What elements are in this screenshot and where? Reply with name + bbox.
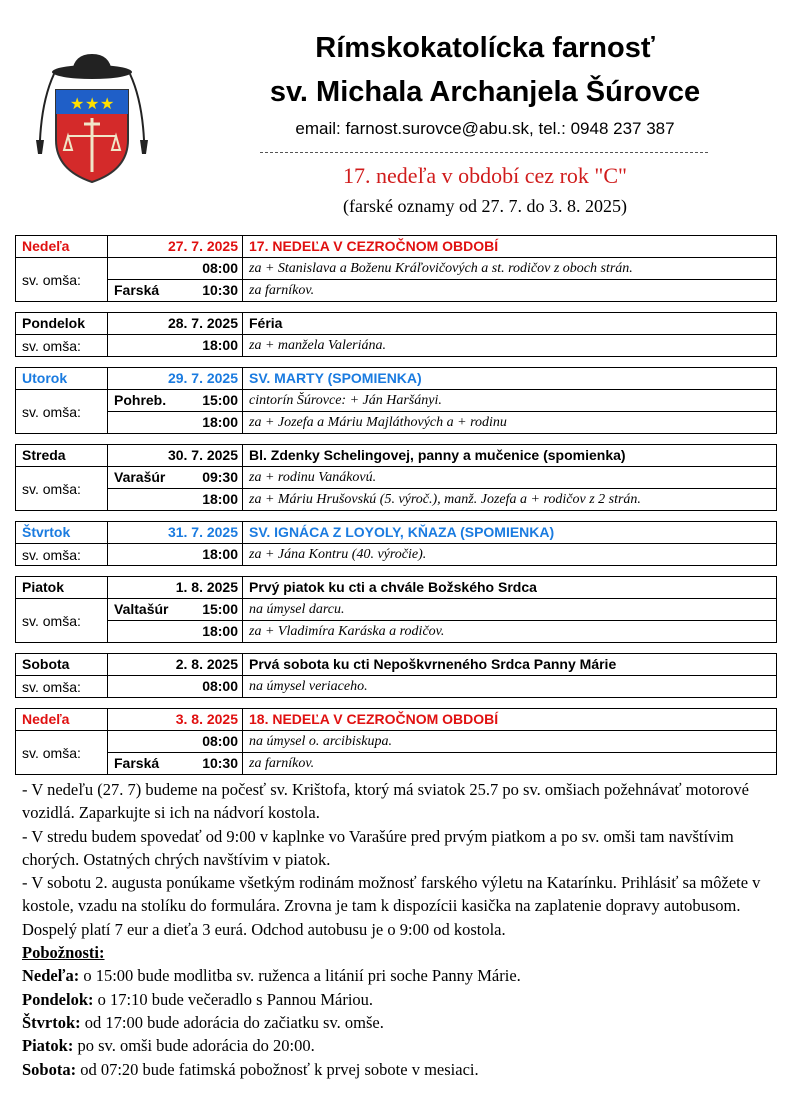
- mass-place: Farská: [114, 755, 160, 771]
- day-header: [16, 522, 776, 543]
- mass-time: 18:00: [202, 491, 238, 507]
- mass-time: 15:00: [202, 601, 238, 617]
- note-item: - V stredu budem spovedať od 9:00 v kaplnke vo Varašúre pred prvým piatkom a po sv. omši tam navštívim chorých. Ostatných chrých navštívim v piatok.: [22, 826, 734, 869]
- header: [0, 0, 790, 230]
- mass-row: [108, 488, 776, 510]
- day-title: Féria: [249, 315, 283, 331]
- day-block: [15, 576, 777, 643]
- mass-place: Pohreb.: [114, 392, 167, 408]
- weekly-schedule: [15, 235, 777, 785]
- day-name: Utorok: [16, 368, 108, 389]
- mass-row: [108, 467, 776, 488]
- day-block: [15, 444, 777, 511]
- mass-time: 18:00: [202, 546, 238, 562]
- day-header: [16, 445, 776, 466]
- day-header: [16, 654, 776, 675]
- mass-intention: za farníkov.: [249, 756, 315, 771]
- mass-intention: na úmysel o. arcibiskupa.: [249, 734, 392, 749]
- mass-time: 10:30: [202, 755, 238, 771]
- mass-row: [108, 411, 776, 433]
- mass-intention: cintorín Šúrovce: + Ján Haršányi.: [249, 393, 442, 408]
- mass-list: [16, 543, 776, 565]
- day-block: [15, 521, 777, 566]
- mass-row: [108, 676, 776, 697]
- announcement-period: (farské oznamy od 27. 7. do 3. 8. 2025): [343, 196, 627, 216]
- mass-time: 10:30: [202, 282, 238, 298]
- mass-intention: za + rodinu Vanákovú.: [249, 470, 377, 485]
- day-title: SV. MARTY (SPOMIENKA): [249, 370, 422, 386]
- mass-row: [108, 731, 776, 752]
- mass-intention: za + manžela Valeriána.: [249, 338, 386, 353]
- mass-row: [108, 544, 776, 565]
- mass-row: [108, 279, 776, 301]
- devotion-item: Pondelok: o 17:10 bude večeradlo s Pannou Máriou.: [22, 989, 374, 1009]
- mass-label: sv. omša:: [16, 258, 108, 301]
- devotion-item: Nedeľa: o 15:00 bude modlitba sv. ruženca a litánií pri soche Panny Márie.: [22, 966, 521, 986]
- mass-row: [108, 620, 776, 642]
- mass-intention: za + Vladimíra Karáska a rodičov.: [249, 624, 445, 639]
- devotion-item: Piatok: po sv. omši bude adorácia do 20:00.: [22, 1036, 315, 1056]
- day-title: 18. NEDEĽA V CEZROČNOM OBDOBÍ: [249, 711, 499, 727]
- sunday-title: 17. nedeľa v období cez rok "C": [342, 163, 628, 188]
- mass-intention: za + Stanislava a Boženu Kráľovičových a st. rodičov z oboch strán.: [249, 261, 633, 276]
- mass-label: sv. omša:: [16, 390, 108, 433]
- mass-intention: za + Jána Kontru (40. výročie).: [249, 547, 427, 562]
- day-header: [16, 709, 776, 730]
- mass-list: [16, 675, 776, 697]
- svg-text:★: ★: [70, 94, 85, 113]
- mass-label: sv. omša:: [16, 467, 108, 510]
- mass-place: Farská: [114, 282, 160, 298]
- devotion-item: Sobota: od 07:20 bude fatimská pobožnosť k prvej sobote v mesiaci.: [22, 1059, 479, 1079]
- mass-intention: na úmysel darcu.: [249, 602, 345, 617]
- mass-time: 08:00: [202, 678, 238, 694]
- mass-time: 18:00: [202, 414, 238, 430]
- day-block: [15, 235, 777, 302]
- mass-list: [16, 730, 776, 774]
- day-name: Štvrtok: [16, 522, 108, 543]
- mass-label: sv. omša:: [16, 676, 108, 697]
- mass-list: [16, 334, 776, 356]
- divider: [260, 152, 708, 153]
- day-block: [15, 312, 777, 357]
- day-block: [15, 653, 777, 698]
- day-header: [16, 236, 776, 257]
- mass-list: [16, 257, 776, 301]
- day-title: SV. IGNÁCA Z LOYOLY, KŇAZA (SPOMIENKA): [249, 524, 555, 540]
- day-header: [16, 368, 776, 389]
- mass-place: Valtašúr: [114, 601, 169, 617]
- mass-list: [16, 389, 776, 433]
- parish-subtitle: sv. Michala Archanjela Šúrovce: [269, 76, 701, 108]
- mass-label: sv. omša:: [16, 335, 108, 356]
- day-date: 29. 7. 2025: [108, 368, 243, 389]
- day-block: [15, 367, 777, 434]
- day-name: Sobota: [16, 654, 108, 675]
- day-name: Piatok: [16, 577, 108, 598]
- parish-title: Rímskokatolícka farnosť: [315, 32, 655, 64]
- svg-text:★: ★: [100, 94, 115, 113]
- day-title: 17. NEDEĽA V CEZROČNOM OBDOBÍ: [249, 238, 499, 254]
- mass-intention: na úmysel veriaceho.: [249, 679, 368, 694]
- note-item: - V nedeľu (27. 7) budeme na počesť sv. Krištofa, ktorý má sviatok 25.7 po sv. omšiach požehnávať motorové vozidlá. Zaparkujte si ich na nádvorí kostola.: [22, 780, 749, 823]
- contact-info: email: farnost.surovce@abu.sk, tel.: 0948 237 387: [295, 119, 675, 138]
- day-date: 1. 8. 2025: [108, 577, 243, 598]
- mass-place: Varašúr: [114, 469, 166, 485]
- mass-intention: za farníkov.: [249, 283, 315, 298]
- mass-row: [108, 335, 776, 356]
- parish-crest-icon: [32, 50, 152, 186]
- mass-list: [16, 598, 776, 642]
- announcements: [22, 778, 782, 1081]
- note-item: - V sobotu 2. augusta ponúkame všetkým rodinám možnosť farského výletu na Katarínku. Prihlásiť sa môžete v kostole, vzadu na stolíku do formulára. Zrovna je tam k dispozícii kasička na zaplatenie dopravy autobusom. Dospelý platí 7 eur a dieťa 3 eurá. Odchod autobusu je o 9:00 od kostola.: [22, 873, 761, 939]
- day-date: 3. 8. 2025: [108, 709, 243, 730]
- mass-intention: za + Máriu Hrušovskú (5. výroč.), manž. Jozefa a + rodičov z 2 strán.: [249, 492, 641, 507]
- day-name: Streda: [16, 445, 108, 466]
- day-date: 2. 8. 2025: [108, 654, 243, 675]
- day-date: 28. 7. 2025: [108, 313, 243, 334]
- mass-time: 08:00: [202, 733, 238, 749]
- mass-time: 18:00: [202, 337, 238, 353]
- day-date: 27. 7. 2025: [108, 236, 243, 257]
- day-block: [15, 708, 777, 775]
- mass-label: sv. omša:: [16, 544, 108, 565]
- mass-intention: za + Jozefa a Máriu Majláthových a + rodinu: [249, 415, 507, 430]
- day-title: Prvá sobota ku cti Nepoškvrneného Srdca Panny Márie: [249, 656, 617, 672]
- day-header: [16, 313, 776, 334]
- mass-time: 15:00: [202, 392, 238, 408]
- day-name: Nedeľa: [16, 709, 108, 730]
- mass-time: 08:00: [202, 260, 238, 276]
- mass-label: sv. omša:: [16, 599, 108, 642]
- mass-time: 18:00: [202, 623, 238, 639]
- day-title: Bl. Zdenky Schelingovej, panny a mučenice (spomienka): [249, 447, 626, 463]
- mass-row: [108, 258, 776, 279]
- day-name: Pondelok: [16, 313, 108, 334]
- devotion-item: Štvrtok: od 17:00 bude adorácia do začiatku sv. omše.: [22, 1012, 384, 1032]
- mass-row: [108, 752, 776, 774]
- day-name: Nedeľa: [16, 236, 108, 257]
- devotions-heading: Pobožnosti:: [22, 943, 105, 963]
- svg-text:★: ★: [85, 94, 100, 113]
- mass-row: [108, 390, 776, 411]
- mass-label: sv. omša:: [16, 731, 108, 774]
- mass-row: [108, 599, 776, 620]
- day-date: 30. 7. 2025: [108, 445, 243, 466]
- mass-time: 09:30: [202, 469, 238, 485]
- day-title: Prvý piatok ku cti a chvále Božského Srdca: [249, 579, 537, 595]
- day-date: 31. 7. 2025: [108, 522, 243, 543]
- mass-list: [16, 466, 776, 510]
- day-header: [16, 577, 776, 598]
